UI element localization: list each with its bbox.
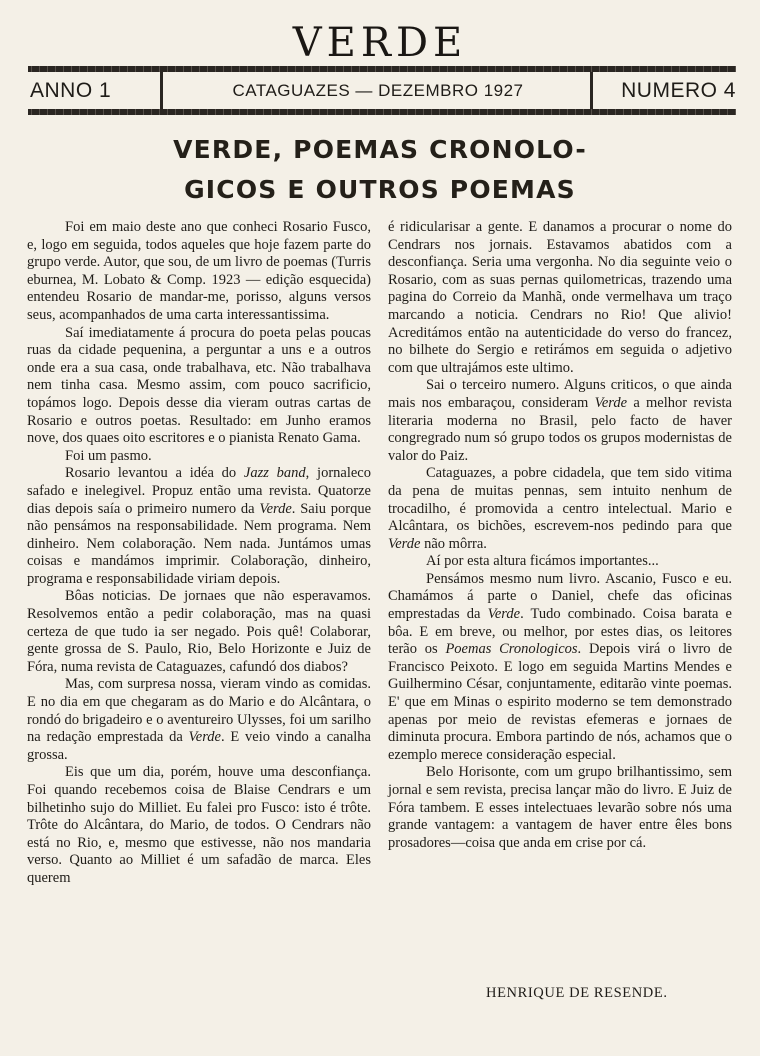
volume-label: ANNO 1 xyxy=(30,79,112,102)
masthead-info-line xyxy=(28,72,736,109)
paragraph: Bôas noticias. De jornaes que não esperavamos. Resolvemos então a pedir colaboração, mas na quasi certeza de que tudo ia ser negado. Pois quê! Colaborar, gente grossa de S. Paulo, Rio, Belo Horizonte e Juiz de Fóra, numa revista de Cataguazes, cafundó dos diabos? xyxy=(27,588,371,675)
article-column-right xyxy=(388,219,732,852)
paragraph: Foi em maio deste ano que conheci Rosario Fusco, e, logo em seguida, todos aqueles que hoje fazem parte do grupo verde. Autor, que sou, de um livro de poemas (Turris eburnea, M. Lobato & Comp. 1923 — edição esquecida) entendeu Rosario de mandar-me, porisso, alguns versos seus, acompanhados de uma carta interessantissima. xyxy=(27,219,372,323)
paragraph: Sai o terceiro numero. Alguns criticos, o que ainda mais nos embaraçou, consideram Verde a melhor revista literaria moderna no Brasil, pelo facto de haver congregrado num só grupo todos os grupos modernistas de valor do Paiz. xyxy=(388,377,732,464)
paragraph: Saí imediatamente á procura do poeta pelas poucas ruas da cidade pequenina, a perguntar a uns e a outros onde era a sua casa, onde trabalhava, etc. Não trabalhava nem tinha casa. Mesmo assim, com pouco sacrificio, topámos logo. Depois desse dia vieram outras cartas de Rosario e outros poetas. Resultado: em Junho eramos nove, dos quaes oito escritores e o pianista Renato Gama. xyxy=(27,324,371,447)
paragraph: Mas, com surpresa nossa, vieram vindo as comidas. E no dia em que chegaram as do Mario e do Alcântara, o rondó do brigadeiro e o aventureiro Ulysses, foi um sarilho na redação emprestada da Verde. E veio vindo a canalha grossa. xyxy=(27,676,371,763)
article-title-line: VERDE, POEMAS CRONOLO- xyxy=(173,135,587,164)
paragraph: Pensámos mesmo num livro. Ascanio, Fusco e eu. Chamámos á parte o Daniel, chefe das oficinas emprestadas da Verde. Tudo combinado. Coisa barata e bôa. E em breve, ou melhor, por estes dias, os leitores terão os Poemas Cronologicos. Depois virá o livro de Francisco Peixoto. E logo em seguida Martins Mendes e Guilhermino César, conjuntamente, editarão vinte poemas. E' que em Minas o espirito moderno se tem demonstrado apenas por meio de revistas efemeras e jornaes de diminuta procura. Embora partindo de nós, achamos que o ezemplo merece consideração especial. xyxy=(388,570,733,763)
article-title xyxy=(90,130,670,210)
paragraph: Belo Horisonte, com um grupo brilhantissimo, sem jornal e sem revista, precisa lançar mão do livro. E Juiz de Fóra tambem. E esses intelectuaes levarão sobre nós uma grande vantagem: a vantagem de haver entre êles bons prosadores—coisa que anda em crise por cá. xyxy=(388,764,732,851)
paragraph: Rosario levantou a idéa do Jazz band, jornaleco safado e inelegivel. Propuz então uma revista. Quatorze dias depois saía o primeiro numero da Verde. Saiu porque não pensámos na responsabilidade. Nem programa. Nem dinheiro. Nem colaboração. Nem nada. Juntámos umas coisas e mandámos imprimir. Colaboração, dinheiro, programa e responsabilidade viriam depois. xyxy=(27,465,372,587)
paragraph: Eis que um dia, porém, houve uma desconfiança. Foi quando recebemos coisa de Blaise Cendrars e um bilhetinho sujo do Milliet. Eu falei pro Fusco: isto é trôte. Trôte do Alcântara, do Mario, de todos. O Cendrars não está no Rio, e, mesmo que estivesse, não nos mandaria verso. Quanto ao Milliet é um safadão de marca. Eles querem xyxy=(27,764,371,886)
masthead-title: VERDE xyxy=(292,20,468,66)
issue-number-label: NUMERO 4 xyxy=(621,79,736,102)
paragraph: Cataguazes, a pobre cidadela, que tem sido vitima da pena de muitas pennas, sem intuito nenhum de trocadilho, é promovida a centro intelectual. Mario e Alcântara, os bichões, escrevem-nos pedindo para que Verde não môrra. xyxy=(388,465,732,552)
masthead-bottom-rule xyxy=(28,109,736,115)
article-title-line: GICOS E OUTROS POEMAS xyxy=(184,175,576,204)
paragraph: é ridicularisar a gente. E danamos a procurar o nome do Cendrars nos jornais. Estavamos abatidos com a desconfiança. Seria uma vergonha. No dia seguinte veio o Rosario, com as suas pernas quilometricas, trazendo uma pagina do Correio da Manhã, onde vermelhava um traço marcando a noticia. Cendrars no Rio! Que alivio! Acreditámos então na autenticidade do verso do francez, no bilhete do Sergio e retirámos em seguida o adjetivo com que ultrajámos este ultimo. xyxy=(388,219,732,376)
info-divider xyxy=(590,72,593,109)
place-date-label: CATAGUAZES — DEZEMBRO 1927 xyxy=(232,81,524,100)
info-divider xyxy=(160,72,163,109)
paragraph: Aí por esta altura ficámos importantes... xyxy=(426,553,659,570)
article-column-left xyxy=(27,219,371,888)
paragraph: Foi um pasmo. xyxy=(65,447,152,464)
author-signature: HENRIQUE DE RESENDE. xyxy=(486,985,668,1001)
